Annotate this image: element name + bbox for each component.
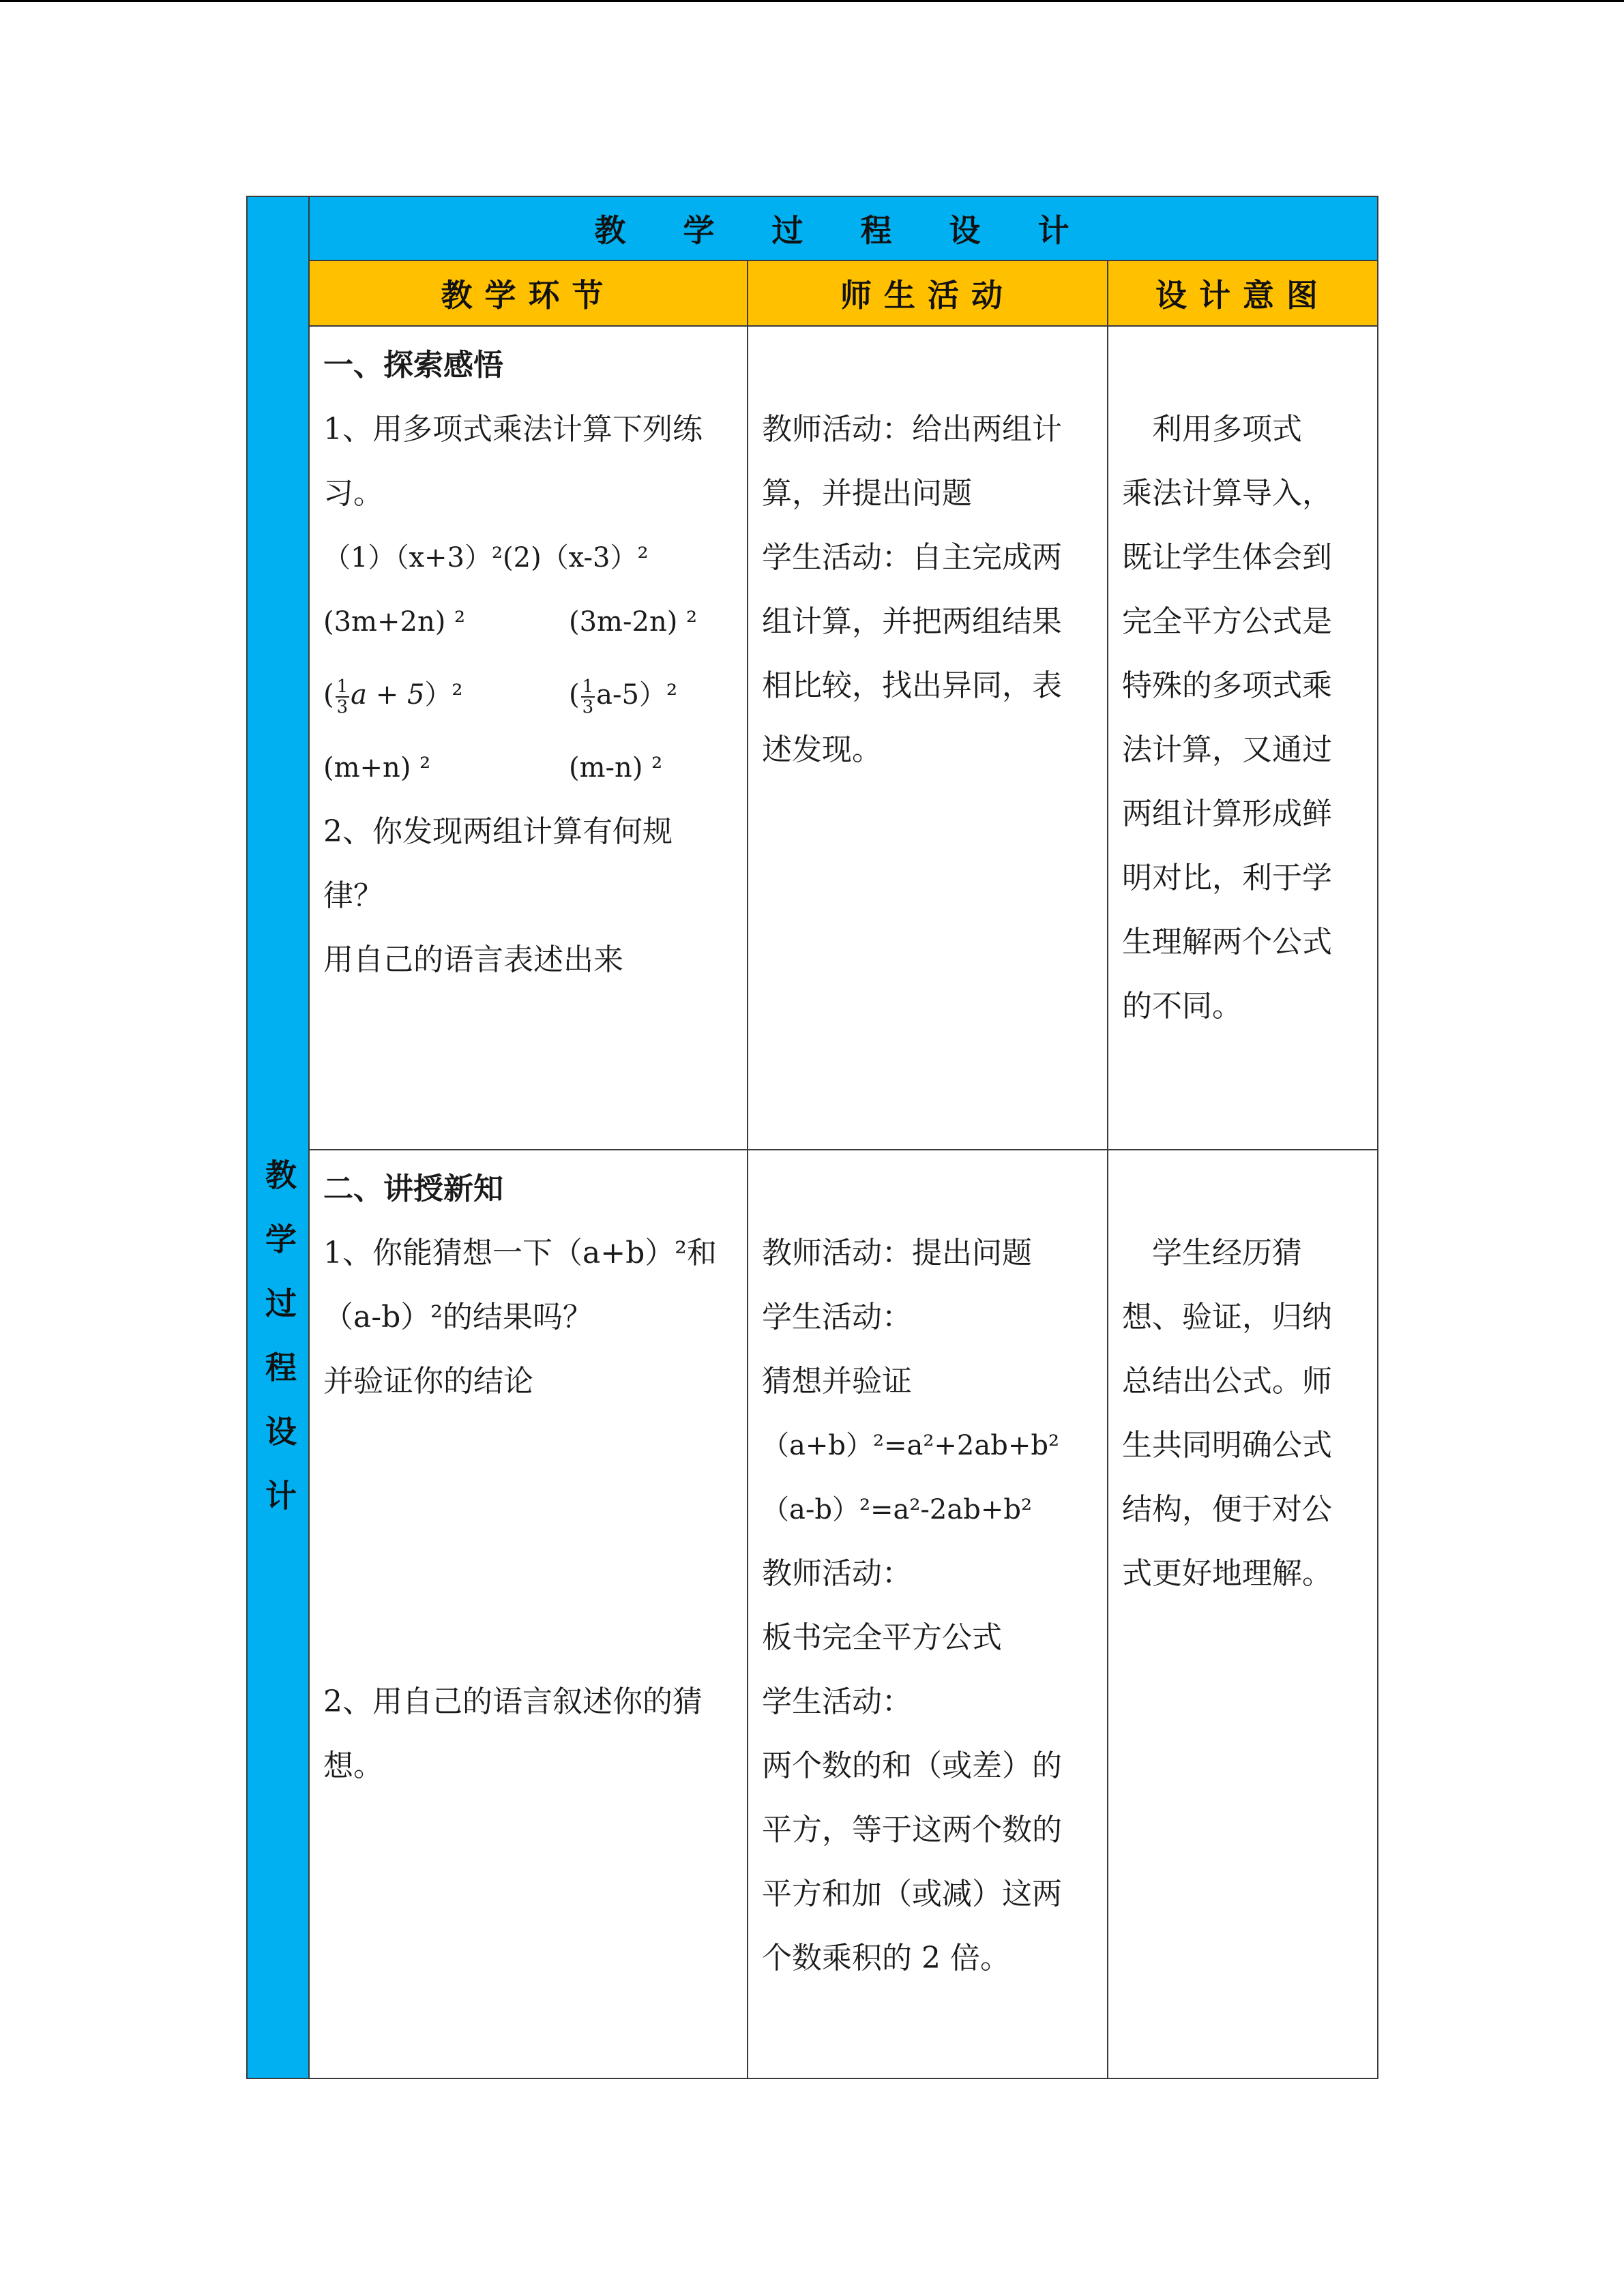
intent-line: 总结出公式。师 bbox=[1122, 1364, 1332, 1399]
activity-line: 平方和加（或减）这两 bbox=[762, 1877, 1062, 1911]
activity-line: 组计算，并把两组结果 bbox=[762, 604, 1062, 639]
exercise-row-3 bbox=[323, 654, 733, 736]
intent-line: 既让学生体会到 bbox=[1122, 540, 1332, 575]
exercise-1-left: （1）（x+3）² bbox=[323, 542, 503, 573]
activity-line: 述发现。 bbox=[762, 732, 882, 767]
exercise-row-1 bbox=[323, 526, 733, 590]
exercise-2-right: (3m-2n) ² bbox=[569, 606, 698, 638]
activity-line: 相比较，找出异同，表 bbox=[762, 668, 1062, 703]
exercise-3-right: ( $\frac{1}{3}$ a-5）² bbox=[569, 676, 678, 717]
intent-line: 完全平方公式是 bbox=[1122, 604, 1332, 639]
intent-line: 法计算，又通过 bbox=[1122, 732, 1332, 767]
intent-line: 式更好地理解。 bbox=[1122, 1556, 1332, 1591]
fraction-one-third: $\frac{1}{3}$ bbox=[582, 676, 594, 717]
activity-line: 算，并提出问题 bbox=[762, 476, 972, 511]
activity-line: 教师活动：提出问题 bbox=[762, 1236, 1032, 1270]
header-row bbox=[308, 261, 1378, 327]
section2-q1-line2: （a-b）²的结果吗？ bbox=[323, 1300, 593, 1335]
activity-line: 学生活动： bbox=[762, 1684, 912, 1719]
intent-line: 两组计算形成鲜 bbox=[1122, 796, 1332, 831]
sidebar-column bbox=[246, 196, 308, 2079]
section2-title: 二、讲授新知 bbox=[323, 1172, 503, 1206]
exercise-row-2 bbox=[323, 590, 733, 654]
intent-line: 乘法计算导入， bbox=[1122, 476, 1332, 511]
intent-line: 学生经历猜 bbox=[1122, 1236, 1302, 1270]
intent-cell-section1 bbox=[1108, 327, 1378, 1150]
section1-q2-line1: 2、你发现两组计算有何规 bbox=[323, 814, 673, 849]
exercise-4-left: (m+n) ² bbox=[323, 752, 431, 784]
intent-line: 结构，便于对公 bbox=[1122, 1492, 1332, 1527]
intent-line: 特殊的多项式乘 bbox=[1122, 668, 1332, 703]
activity-line: 板书完全平方公式 bbox=[762, 1620, 1002, 1655]
exercise-1-right: (2)（x-3）² bbox=[503, 542, 649, 573]
section2-q2-line1: 2、用自己的语言叙述你的猜 bbox=[323, 1684, 703, 1719]
section2-q1-line3: 并验证你的结论 bbox=[323, 1364, 533, 1399]
section1-q1-line1: 1、用多项式乘法计算下列练 bbox=[323, 412, 703, 447]
intent-line: 的不同。 bbox=[1122, 989, 1242, 1024]
stage-cell-section1 bbox=[308, 327, 748, 1150]
activity-line: 猜想并验证 bbox=[762, 1364, 912, 1399]
exercise-3-left: ( $\frac{1}{3}$ a + 5）² bbox=[323, 676, 463, 717]
fraction-one-third: $\frac{1}{3}$ bbox=[336, 676, 349, 717]
table-title: 教 学 过 程 设 计 bbox=[308, 196, 1378, 261]
intent-line: 生共同明确公式 bbox=[1122, 1428, 1332, 1463]
section1-q2-line2: 律？ bbox=[323, 878, 383, 913]
activity-line: 个数乘积的 2 倍。 bbox=[762, 1941, 1010, 1976]
activity-line: 平方，等于这两个数的 bbox=[762, 1813, 1062, 1847]
activity-cell-section2 bbox=[748, 1150, 1108, 2079]
activity-line: 学生活动： bbox=[762, 1300, 912, 1335]
intent-line: 生理解两个公式 bbox=[1122, 925, 1332, 959]
exercise-2-left: (3m+2n) ² bbox=[323, 606, 466, 638]
section2-q2-line2: 想。 bbox=[323, 1748, 383, 1783]
header-teaching-stage: 教学环节 bbox=[308, 261, 748, 327]
activity-line: 教师活动： bbox=[762, 1556, 912, 1591]
activity-line: 教师活动：给出两组计 bbox=[762, 412, 1062, 447]
activity-cell-section1 bbox=[748, 327, 1108, 1150]
activity-line: 学生活动：自主完成两 bbox=[762, 540, 1062, 575]
section1-q2-line3: 用自己的语言表述出来 bbox=[323, 942, 623, 977]
page-top-border bbox=[0, 0, 1624, 2]
exercise-4-right: (m-n) ² bbox=[569, 752, 663, 784]
exercise-row-4 bbox=[323, 736, 733, 800]
sidebar-label: 教学过程设计 bbox=[261, 1159, 297, 1543]
intent-line: 利用多项式 bbox=[1122, 412, 1302, 447]
activity-line: 两个数的和（或差）的 bbox=[762, 1748, 1062, 1783]
section2-q1-line1: 1、你能猜想一下（a+b）²和 bbox=[323, 1236, 717, 1270]
table-row-section2 bbox=[308, 1150, 1378, 2079]
intent-cell-section2 bbox=[1108, 1150, 1378, 2079]
intent-line: 想、验证，归纳 bbox=[1122, 1300, 1332, 1335]
section1-q1-line2: 习。 bbox=[323, 476, 383, 511]
stage-cell-section2 bbox=[308, 1150, 748, 2079]
table-row-section1 bbox=[308, 327, 1378, 1150]
formula-line: （a+b）²=a²+2ab+b² bbox=[762, 1430, 1059, 1461]
header-activities: 师生活动 bbox=[748, 261, 1108, 327]
header-design-intent: 设计意图 bbox=[1108, 261, 1378, 327]
section1-title: 一、探索感悟 bbox=[323, 348, 503, 383]
intent-line: 明对比，利于学 bbox=[1122, 861, 1332, 895]
formula-line: （a-b）²=a²-2ab+b² bbox=[762, 1494, 1032, 1525]
